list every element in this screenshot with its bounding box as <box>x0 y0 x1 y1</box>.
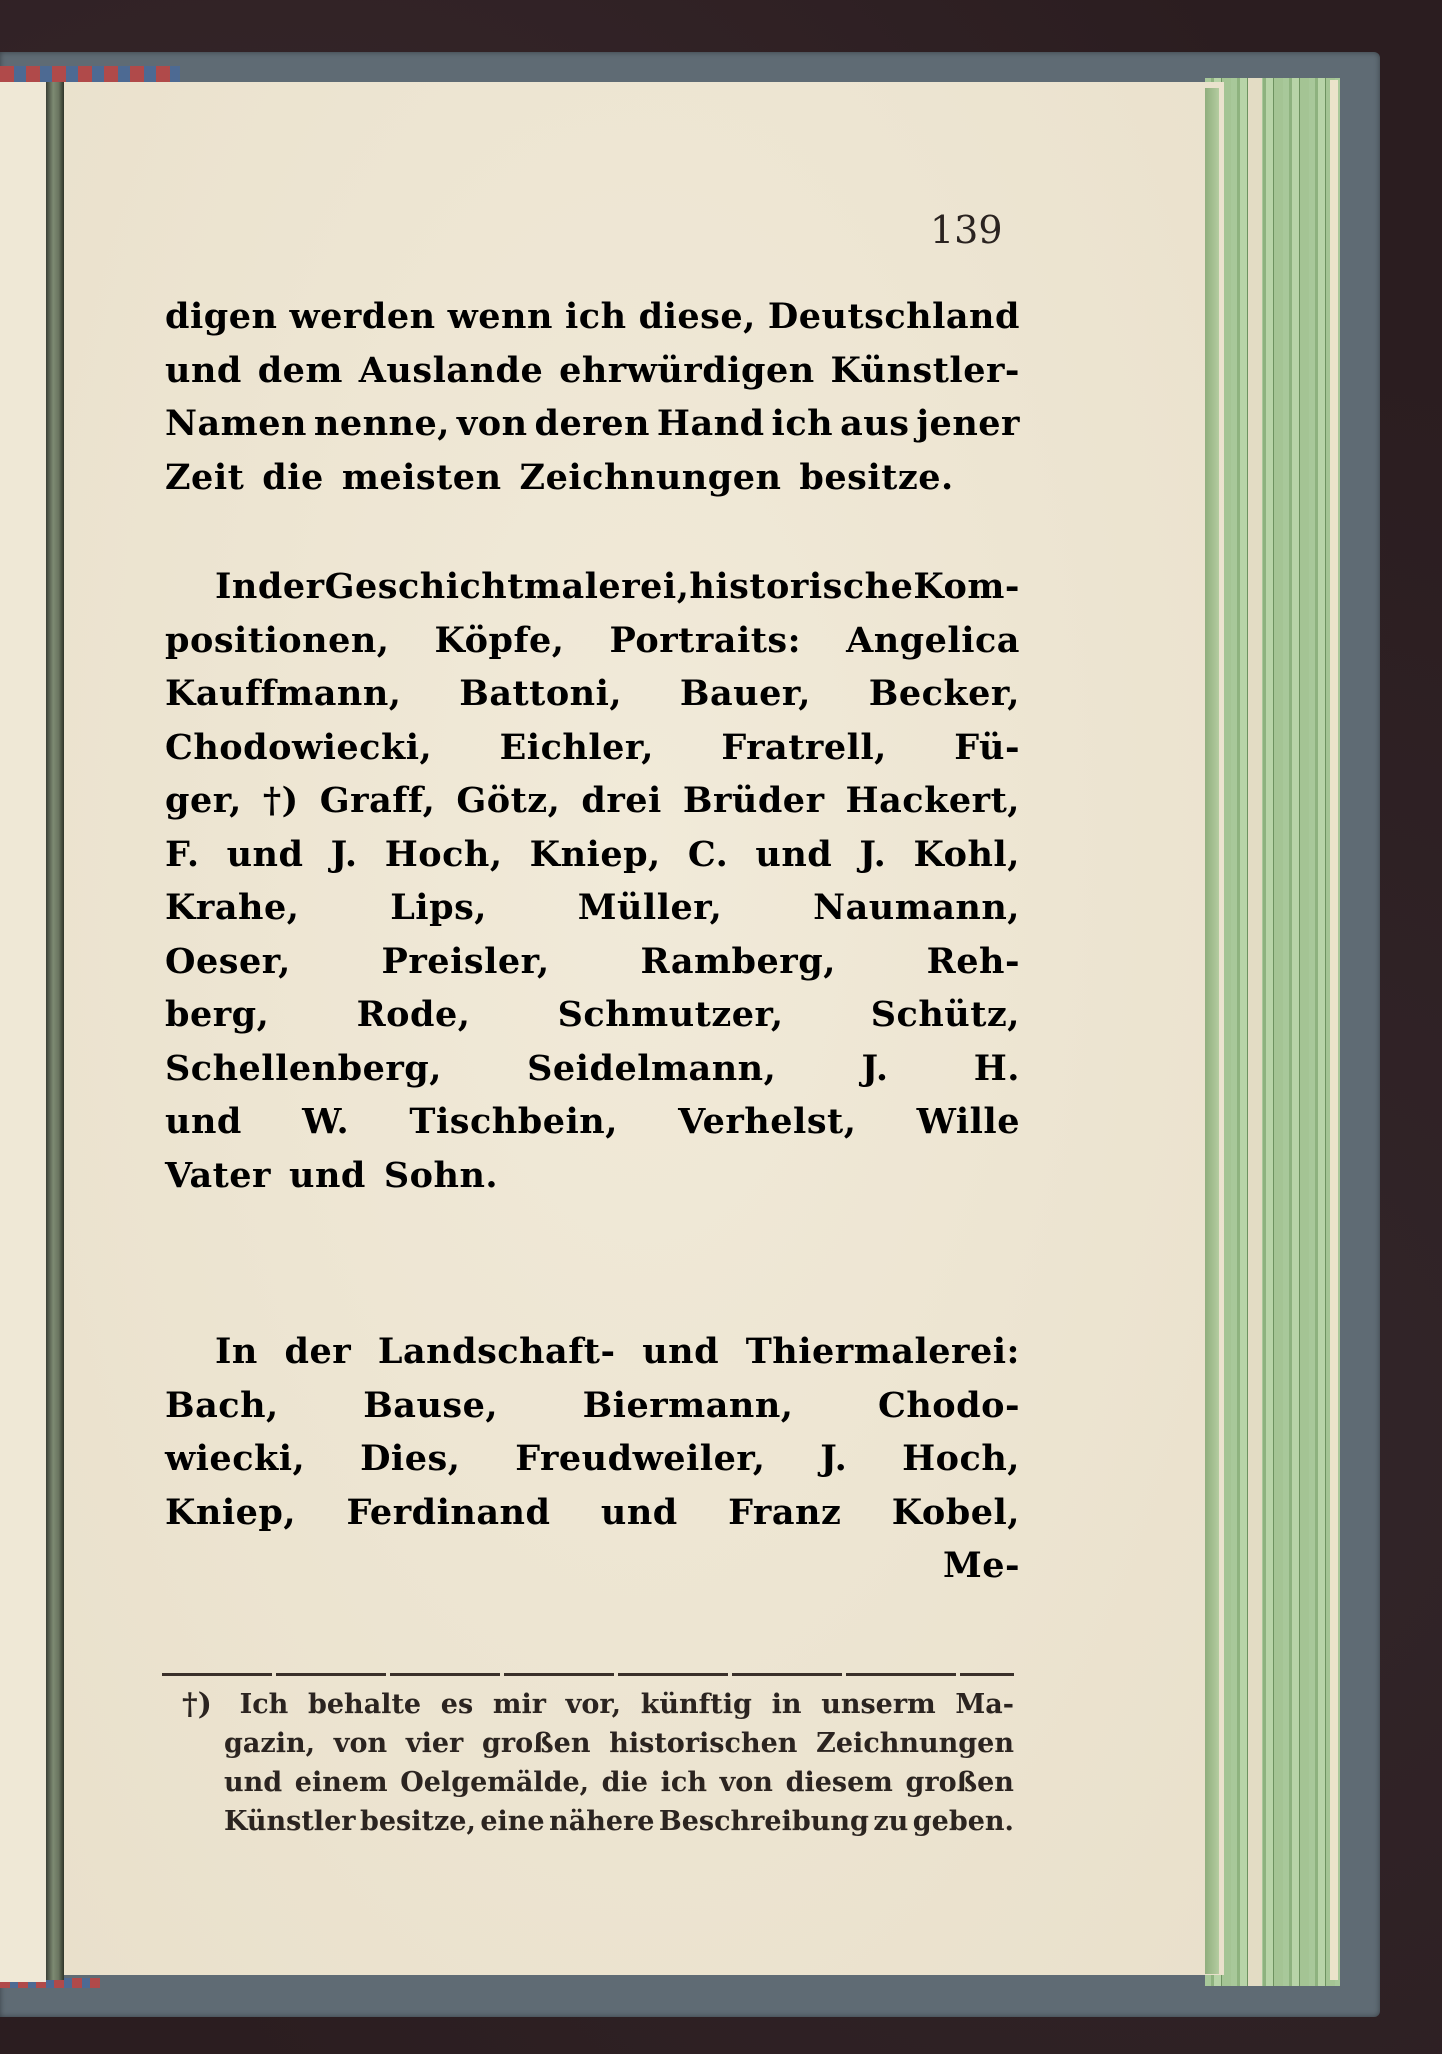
text-line <box>165 667 1020 721</box>
text-line <box>165 881 1020 935</box>
word: J. <box>861 1047 889 1089</box>
word: historische <box>689 566 914 607</box>
footnote-line <box>182 1802 1014 1841</box>
word: Hoch, <box>384 833 503 875</box>
text-line <box>165 988 1020 1042</box>
word: Kohl, <box>913 833 1020 875</box>
word: Dies, <box>360 1438 461 1479</box>
word: †) <box>262 780 299 821</box>
text-line <box>165 451 1020 505</box>
word: Künstler- <box>830 349 1020 391</box>
word: diese, <box>638 296 756 337</box>
word: Chodowiecki, <box>165 726 433 768</box>
text-line <box>165 1149 1020 1203</box>
word: und <box>226 833 304 875</box>
word: Bauer, <box>679 673 811 714</box>
word: unserm <box>821 1689 936 1720</box>
word: ich <box>660 1767 707 1798</box>
word: aus <box>840 403 910 444</box>
word: Kauffmann, <box>165 673 402 714</box>
word: behalte <box>308 1689 422 1720</box>
word: Auslande <box>358 349 544 391</box>
text-line <box>165 1432 1020 1486</box>
word: ich <box>771 403 834 444</box>
word: einem <box>294 1767 388 1798</box>
word: drei <box>581 780 662 821</box>
paragraph-2 <box>165 560 1020 1202</box>
page-number: 139 <box>930 208 1003 252</box>
word: Sohn. <box>383 1154 499 1196</box>
word: J. <box>859 833 887 875</box>
word: von <box>333 1728 388 1759</box>
word: in <box>771 1689 802 1720</box>
word: eine <box>480 1806 545 1837</box>
word: Müller, <box>577 887 723 928</box>
text-line <box>165 344 1020 398</box>
text-line <box>165 828 1020 882</box>
word: Fü- <box>954 726 1020 768</box>
word: Zeichnungen <box>816 1728 1014 1759</box>
word: es <box>440 1689 474 1720</box>
word: Rode, <box>356 994 471 1035</box>
word: ger, <box>165 780 242 821</box>
word: In <box>215 566 258 607</box>
paragraph-1 <box>165 290 1020 504</box>
word: künftig <box>640 1689 752 1720</box>
word: In <box>215 1331 258 1372</box>
word: Deutschland <box>767 296 1020 337</box>
word: der <box>257 566 325 607</box>
word: und <box>165 349 242 391</box>
word: meisten <box>341 456 502 498</box>
word: W. <box>302 1101 350 1142</box>
text-line <box>165 560 1020 614</box>
word: Hackert, <box>845 780 1020 821</box>
word: Seidelmann, <box>527 1047 777 1089</box>
word: Kobel, <box>891 1491 1020 1533</box>
word: Oeser, <box>165 940 291 982</box>
word: digen <box>165 296 278 337</box>
word: vier <box>405 1728 464 1759</box>
word: Naumann, <box>813 887 1020 928</box>
word: Schellenberg, <box>165 1047 442 1089</box>
word: werden <box>289 296 436 337</box>
word: Künstler <box>224 1806 356 1837</box>
word: Ich <box>239 1689 289 1720</box>
text-line <box>165 721 1020 775</box>
word: berg, <box>165 994 270 1035</box>
word: großen <box>482 1728 591 1759</box>
text-line <box>165 1379 1020 1433</box>
word: und <box>165 1101 242 1142</box>
word: zu <box>873 1806 909 1837</box>
word: Fratrell, <box>721 726 887 768</box>
word: dem <box>257 349 343 391</box>
word: Battoni, <box>459 673 623 714</box>
word: Biermann, <box>582 1384 794 1426</box>
word: wiecki, <box>165 1438 306 1479</box>
word: diesem <box>785 1767 893 1798</box>
word: Becker, <box>868 673 1020 714</box>
word: Geschichtmalerei, <box>324 566 690 607</box>
word: nenne, <box>313 403 450 444</box>
word: F. <box>165 833 200 875</box>
word: deren <box>534 403 650 444</box>
word: Ramberg, <box>640 940 836 982</box>
word: und <box>224 1767 283 1798</box>
text-line <box>165 1486 1020 1540</box>
word: besitze, <box>359 1806 476 1837</box>
text-line <box>165 774 1020 828</box>
word: Franz <box>728 1491 842 1533</box>
catchword <box>165 1539 1020 1593</box>
word: und <box>642 1331 720 1372</box>
word: C. <box>687 833 729 875</box>
text-line <box>165 1325 1020 1379</box>
footnote-line <box>182 1763 1014 1802</box>
word: Krahe, <box>165 887 300 928</box>
word: Lips, <box>390 887 487 928</box>
word: und <box>600 1491 678 1533</box>
word: Thiermalerei: <box>745 1331 1020 1372</box>
word: Zeichnungen <box>519 456 782 498</box>
word: und <box>289 1154 366 1196</box>
word: besitze. <box>799 456 954 498</box>
word: Schmutzer, <box>557 994 784 1035</box>
word: von <box>456 403 528 444</box>
word: Kom- <box>913 566 1020 607</box>
word: die <box>262 456 324 498</box>
word: jener <box>916 403 1020 444</box>
word: Ma- <box>955 1689 1014 1720</box>
word: Wille <box>916 1101 1020 1142</box>
word: Portraits: <box>609 619 802 661</box>
word: J. <box>820 1438 848 1479</box>
word: Hoch, <box>902 1438 1020 1479</box>
word: geben. <box>912 1806 1014 1837</box>
word: ich <box>564 296 627 337</box>
word: Ferdinand <box>346 1491 551 1533</box>
word: wenn <box>447 296 553 337</box>
word: großen <box>905 1767 1014 1798</box>
word: von <box>719 1767 773 1798</box>
word: die <box>601 1767 648 1798</box>
footnote-line <box>182 1724 1014 1763</box>
word: Eichler, <box>499 726 654 768</box>
word: Schütz, <box>870 994 1020 1035</box>
word: Kniep, <box>165 1491 297 1533</box>
word: Chodo- <box>877 1384 1020 1426</box>
book-gutter <box>46 82 64 1980</box>
left-page-edge <box>0 82 46 1982</box>
word: Brüder <box>682 780 825 821</box>
footnote-rule <box>162 1673 1014 1676</box>
word: historischen <box>609 1728 798 1759</box>
word: J. <box>330 833 358 875</box>
word: Kniep, <box>529 833 661 875</box>
word: mir <box>492 1689 546 1720</box>
word: Vater <box>165 1154 271 1196</box>
footnote-line <box>182 1685 1014 1724</box>
page-edges-green <box>1205 78 1340 1986</box>
word: Verhelst, <box>678 1101 857 1142</box>
text-line <box>165 1095 1020 1149</box>
word: nähere <box>549 1806 655 1837</box>
word: Landschaft- <box>377 1331 616 1372</box>
word: Namen <box>165 403 307 444</box>
headband-top <box>0 66 180 82</box>
word: Beschreibung <box>658 1806 869 1837</box>
page-edge-cream-outer <box>1330 80 1338 1980</box>
word: vor, <box>565 1689 622 1720</box>
word: positionen, <box>165 619 390 661</box>
word: Angelica <box>846 619 1020 661</box>
word: Bause, <box>363 1384 499 1426</box>
word: Freudweiler, <box>515 1438 766 1479</box>
word: Götz, <box>456 780 561 821</box>
page-inner-edge <box>1205 88 1219 1974</box>
word: und <box>755 833 833 875</box>
text-line <box>165 614 1020 668</box>
text-line <box>165 935 1020 989</box>
word: der <box>284 1331 352 1372</box>
word: Oelgemälde, <box>400 1767 590 1798</box>
word: gazin, <box>224 1728 315 1759</box>
word: ehrwürdigen <box>559 349 815 391</box>
text-line <box>165 397 1020 451</box>
text-line <box>165 290 1020 344</box>
page-edge-cream <box>1248 78 1262 1986</box>
word: Preisler, <box>381 940 550 982</box>
word: H. <box>973 1047 1020 1089</box>
word: Hand <box>656 403 765 444</box>
word: Graff, <box>319 780 436 821</box>
catchword-text: Me- <box>942 1545 1020 1586</box>
word: Reh- <box>926 940 1020 982</box>
footnote <box>182 1685 1014 1841</box>
word: Köpfe, <box>434 619 565 661</box>
text-line <box>165 1042 1020 1096</box>
word: Tischbein, <box>409 1101 618 1142</box>
word: Bach, <box>165 1384 279 1426</box>
paragraph-3 <box>165 1325 1020 1593</box>
word: Zeit <box>165 456 245 498</box>
footnote-marker: †) <box>182 1687 212 1722</box>
